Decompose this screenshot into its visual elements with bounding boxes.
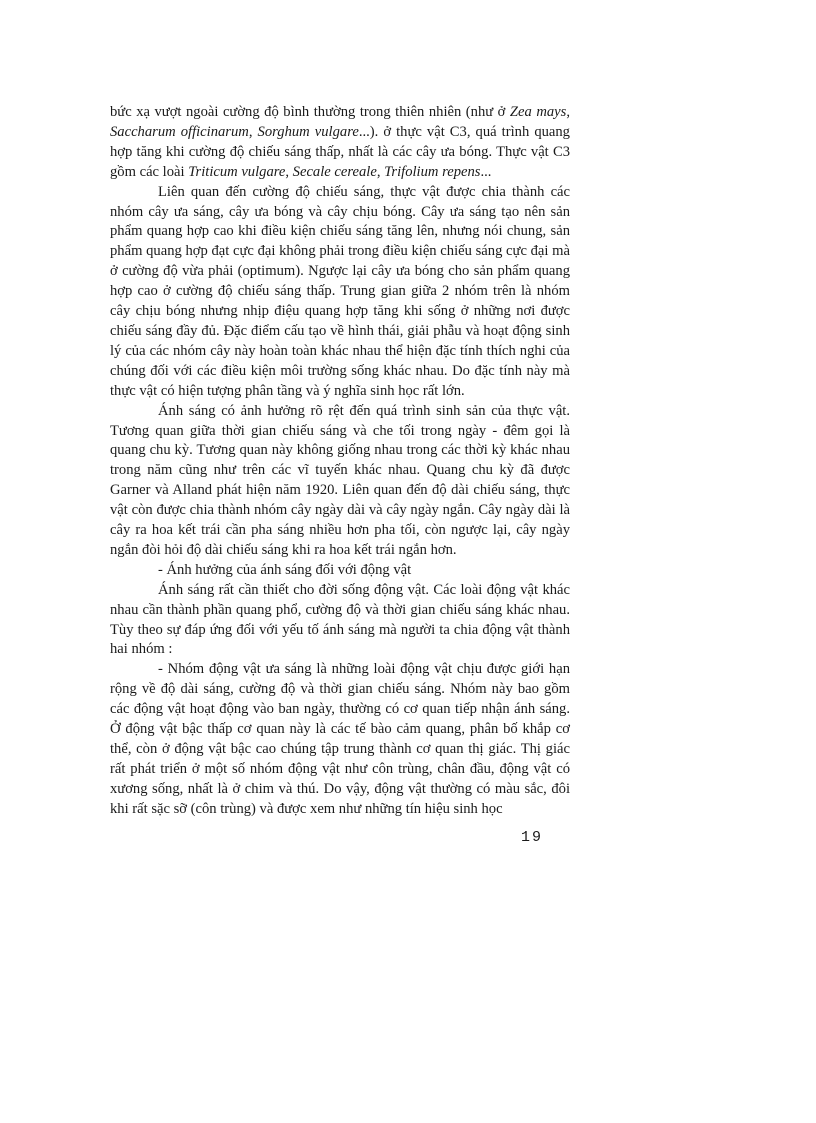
text-run: , bbox=[566, 104, 570, 120]
text-run: ...). ở thực vật C3, quá trình quang hợp tăng khi cường độ chiếu sáng thấp, nhất là các cây ưa bóng. Thực vật C3 gồm các loài bbox=[110, 123, 570, 180]
species-name: Saccharum officinarum bbox=[110, 123, 249, 140]
text-run: bức xạ vượt ngoài cường độ bình thường trong thiên nhiên (như ở bbox=[110, 104, 510, 120]
species-name: Zea mays bbox=[509, 104, 567, 120]
species-name: Secale cereale bbox=[292, 163, 377, 180]
paragraph-3: Ánh sáng có ảnh hưởng rõ rệt đến quá trình sinh sản của thực vật. Tương quan giữa thời gian chiếu sáng và che tối trong ngày - đêm gọi là quang chu kỳ. Tương quan này không giống nhau trong các thời kỳ khác nhau trong năm cũng như trên các vĩ tuyến khác nhau. Quang chu kỳ đã được Garner và Alland phát hiện năm 1920. Liên quan đến độ dài chiếu sáng, thực vật còn được chia thành nhóm cây ngày dài và cây ngày ngắn. Cây ngày dài là cây ra hoa kết trái cần pha sáng nhiều hơn pha tối, còn ngược lại, cây ngày ngắn đòi hỏi độ dài chiếu sáng khi ra hoa kết trái ngắn hơn. bbox=[110, 402, 570, 558]
text-run: , bbox=[376, 163, 385, 180]
paragraph-6: - Nhóm động vật ưa sáng là những loài động vật chịu được giới hạn rộng về độ dài sáng, cường độ và thời gian chiếu sáng. Nhóm này bao gồm các động vật hoạt động vào ban ngày, thường có cơ quan tiếp nhận ánh sáng. Ở động vật bậc thấp cơ quan này là các tế bào cảm quang, phân bố khắp cơ thể, còn ở động vật bậc cao chúng tập trung thành cơ quan thị giác. Thị giác rất phát triển ở một số nhóm động vật như côn trùng, chân đầu, động vật có xương sống, nhất là ở chim và thú. Do vậy, động vật thường có màu sắc, đôi khi rất sặc sỡ (côn trùng) và được xem như những tín hiệu sinh học bbox=[110, 661, 570, 817]
paragraph-1 bbox=[110, 103, 570, 183]
text-run: , bbox=[248, 123, 258, 140]
species-name: Sorghum vulgare bbox=[257, 123, 359, 140]
paragraph-5: Ánh sáng rất cần thiết cho đời sống động vật. Các loài động vật khác nhau cần thành phần quang phổ, cường độ và thời gian chiếu sáng khác nhau. Tùy theo sự đáp ứng đối với yếu tố ánh sáng mà người ta chia động vật thành hai nhóm : bbox=[110, 581, 570, 658]
page-body bbox=[110, 103, 570, 820]
page-number: 19 bbox=[521, 829, 544, 846]
paragraph-2: Liên quan đến cường độ chiếu sáng, thực vật được chia thành các nhóm cây ưa sáng, cây ưa bóng và cây chịu bóng. Cây ưa sáng tạo nên sản phẩm quang hợp cao khi điều kiện chiếu sáng tăng lên, nhưng nói chung, sản phẩm quang hợp đạt cực đại không phải trong điều kiện chiếu sáng cực đại mà ở cường độ vừa phải (optimum). Ngược lại cây ưa bóng cho sản phẩm quang hợp cao ở cường độ chiếu sáng thấp. Trung gian giữa 2 nhóm trên là nhóm cây chịu bóng nhưng nhịp điệu quang hợp tăng khi sống ở những nơi được chiếu sáng đầy đủ. Đặc điểm cấu tạo về hình thái, giải phẫu và hoạt động sinh lý của các nhóm cây này hoàn toàn khác nhau thể hiện đặc tính thích nghi của chúng đối với các điều kiện môi trường sống khác nhau. Do đặc tính này mà thực vật có hiện tượng phân tầng và ý nghĩa sinh học rất lớn. bbox=[110, 183, 570, 399]
text-run: ... bbox=[480, 163, 492, 180]
section-heading: - Ánh hưởng của ánh sáng đối với động vật bbox=[158, 561, 412, 578]
text-run: , bbox=[285, 163, 293, 180]
species-name: Triticum vulgare bbox=[188, 163, 286, 180]
species-name: Trifolium repens bbox=[384, 163, 481, 180]
